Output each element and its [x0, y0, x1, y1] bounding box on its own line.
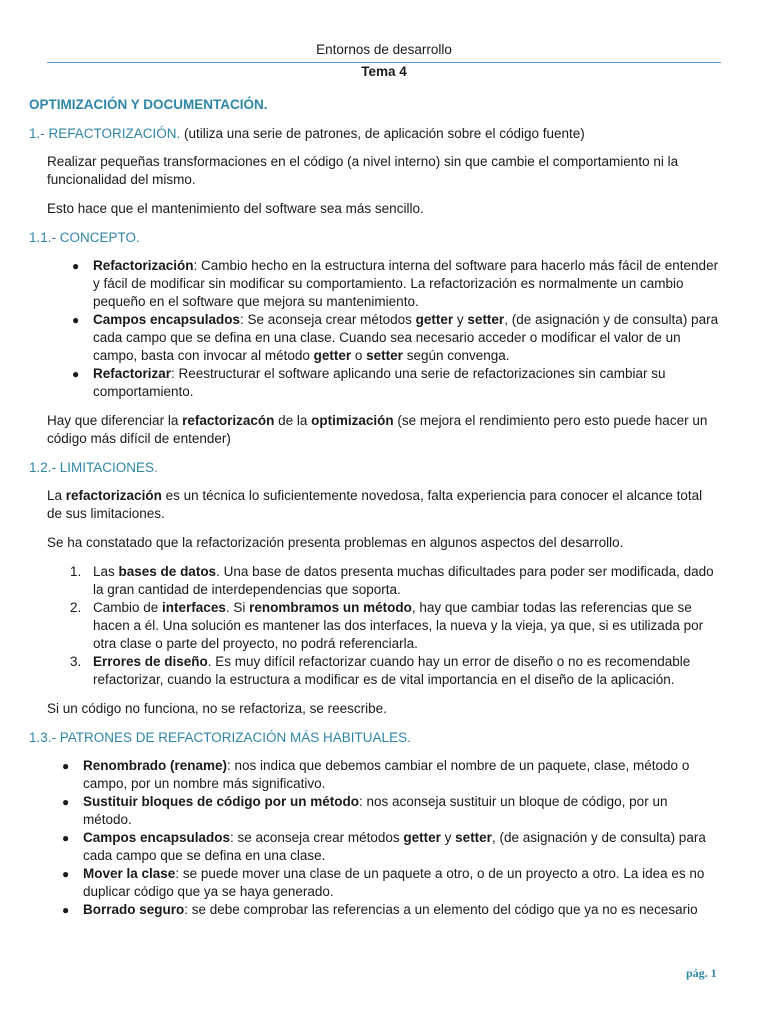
text: o: [351, 348, 367, 363]
keyword: optimización: [311, 413, 394, 428]
text: La: [47, 488, 66, 503]
patterns-list: [29, 757, 719, 919]
text: Hay que diferenciar la: [47, 413, 183, 428]
section-1-paragraph-2: Esto hace que el mantenimiento del software sea más sencillo.: [47, 201, 424, 216]
text: y: [453, 312, 468, 327]
definition: : se aconseja crear métodos: [230, 830, 404, 845]
text: , (de asignación y de consulta) para cada campo que se defina en una clase.: [83, 830, 706, 863]
bullet-icon: ●: [72, 367, 80, 381]
section-1-2-heading: 1.2.- LIMITACIONES.: [29, 460, 158, 475]
bullet-icon: ●: [62, 795, 70, 809]
section-1-2-paragraph-3: Si un código no funciona, no se refactoriza, se reescribe.: [47, 701, 387, 716]
bullet-icon: ●: [72, 313, 80, 327]
keyword: interfaces: [162, 600, 226, 615]
list-item: [70, 563, 719, 599]
list-item: [62, 757, 719, 793]
keyword: renombramos un método: [249, 600, 412, 615]
section-1-note: (utiliza una serie de patrones, de aplicación sobre el código fuente): [180, 126, 585, 141]
keyword: setter: [366, 348, 403, 363]
keyword: getter: [313, 348, 352, 363]
list-item: [62, 901, 719, 919]
text: . Si: [225, 600, 250, 615]
section-1-paragraph: Realizar pequeñas transformaciones en el código (a nivel interno) sin que cambie el comportamiento ni la funcionalidad del mismo.: [47, 154, 679, 187]
concept-list: [29, 257, 719, 401]
term: Renombrado (rename): [83, 758, 228, 773]
keyword: refactorizacón: [182, 413, 275, 428]
page-number: pág. 1: [686, 966, 717, 980]
term: Mover la clase: [83, 866, 176, 881]
list-number: 1.: [70, 564, 82, 579]
header-divider: [47, 62, 721, 63]
header-subtitle: Tema 4: [361, 64, 407, 79]
bullet-icon: ●: [62, 903, 70, 917]
list-item: [72, 311, 719, 365]
bullet-icon: ●: [62, 831, 70, 845]
section-1-heading: [29, 125, 719, 143]
definition: : Cambio hecho en la estructura interna del software para hacerlo más fácil de entender y fácil de modificar sin modificar su comportamiento. La refactorización es normalmente un cambio pequeño en el software que mejora su mantenimiento.: [93, 258, 719, 309]
text: Las: [93, 564, 119, 579]
keyword: Errores de diseño: [93, 654, 208, 669]
definition: : nos indica que debemos cambiar el nombre de un paquete, clase, método o campo, por un nombre más significativo.: [83, 758, 690, 791]
list-item: [62, 865, 719, 901]
text: . Una base de datos presenta muchas dificultades para poder ser modificada, dado la gran cantidad de interdependencias que soporta.: [93, 564, 714, 597]
keyword: getter: [415, 312, 454, 327]
text: es un técnica lo suficientemente novedosa, falta experiencia para conocer el alcance total de sus limitaciones.: [47, 488, 703, 521]
text: Cambio de: [93, 600, 163, 615]
term: Campos encapsulados: [83, 830, 231, 845]
list-number: 3.: [70, 654, 82, 669]
text: . Es muy difícil refactorizar cuando hay un error de diseño o no es recomendable refactorizar, cuando la estructura a modificar es de vital importancia en el diseño de la aplicación.: [93, 654, 691, 687]
document-body: [29, 96, 719, 930]
text: (se mejora el rendimiento pero esto puede hacer un código más difícil de entender): [47, 413, 708, 446]
section-1-title: 1.- REFACTORIZACIÓN.: [29, 126, 181, 141]
keyword: setter: [455, 830, 492, 845]
list-item: [62, 793, 719, 829]
text: y: [440, 830, 456, 845]
keyword: getter: [403, 830, 441, 845]
header-title: Entornos de desarrollo: [316, 42, 452, 57]
keyword: refactorización: [65, 488, 162, 503]
term: Borrado seguro: [83, 902, 185, 917]
term: Refactorizar: [93, 366, 172, 381]
keyword: bases de datos: [118, 564, 217, 579]
keyword: setter: [467, 312, 505, 327]
text: , hay que cambiar todas las referencias que se hacen a él. Una solución es mantener las dos interfaces, la nueva y la vieja, ya que, si es utilizada por otra clase o parte del proyecto, no podrá referenciarla.: [93, 600, 704, 651]
definition: : se debe comprobar las referencias a un elemento del código que ya no es necesario: [184, 902, 698, 917]
section-1-1-paragraph: [47, 412, 719, 448]
definition: : Reestructurar el software aplicando una serie de refactorizaciones sin cambiar su comportamiento.: [93, 366, 666, 399]
list-number: 2.: [70, 600, 82, 615]
definition: : nos aconseja sustituir un bloque de código, por un método.: [83, 794, 668, 827]
limitations-list: [29, 563, 719, 689]
section-1-2-paragraph: [47, 487, 719, 523]
main-heading: OPTIMIZACIÓN Y DOCUMENTACIÓN.: [29, 97, 268, 112]
section-1-3-heading: 1.3.- PATRONES DE REFACTORIZACIÓN MÁS HABITUALES.: [29, 730, 411, 745]
text: según convenga.: [402, 348, 510, 363]
list-item: [70, 599, 719, 653]
bullet-icon: ●: [72, 259, 80, 273]
text: de la: [274, 413, 312, 428]
definition: : Se aconseja crear métodos: [240, 312, 416, 327]
list-item: [72, 257, 719, 311]
list-item: [70, 653, 719, 689]
term: Sustituir bloques de código por un método: [83, 794, 359, 809]
term: Campos encapsulados: [93, 312, 241, 327]
definition: : se puede mover una clase de un paquete a otro, o de un proyecto a otro. La idea es no duplicar código que ya se haya generado.: [83, 866, 705, 899]
bullet-icon: ●: [62, 759, 70, 773]
bullet-icon: ●: [62, 867, 70, 881]
list-item: [72, 365, 719, 401]
section-1-2-paragraph-2: Se ha constatado que la refactorización presenta problemas en algunos aspectos del desarrollo.: [47, 535, 624, 550]
text: , (de asignación y de consulta) para cada campo que se defina en una clase. Cuando sea necesario acceder o modificar el valor de un campo, basta con invocar al método: [93, 312, 719, 363]
term: Refactorización: [93, 258, 194, 273]
section-1-1-heading: 1.1.- CONCEPTO.: [29, 230, 140, 245]
list-item: [62, 829, 719, 865]
